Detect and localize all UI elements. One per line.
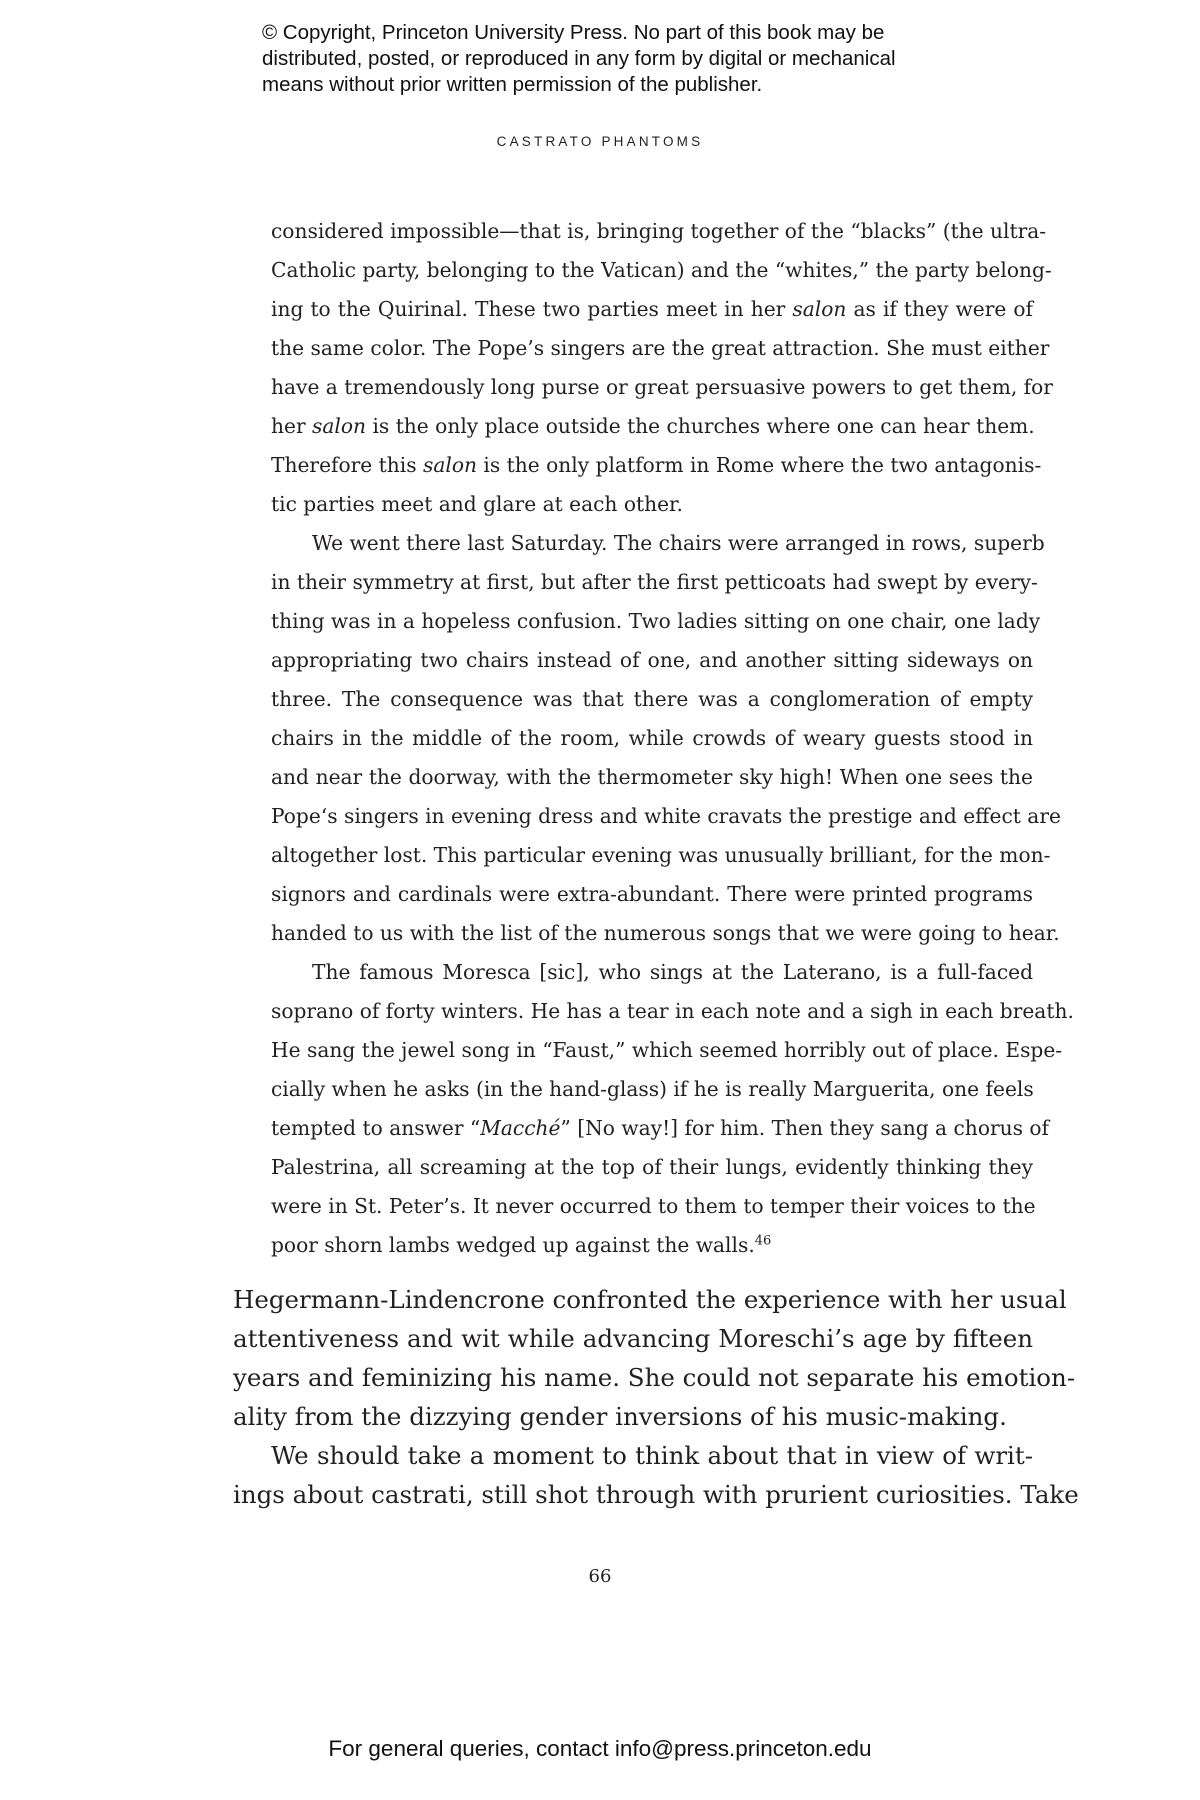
quote-line: Catholic party, belonging to the Vatican) and the “whites,” the party belong- [271,258,1052,282]
quote-line: soprano of forty winters. He has a tear in each note and a sigh in each breath. [271,999,1074,1023]
body-line: ings about castrati, still shot through with prurient curiosities. Take [233,1480,1079,1509]
page-number: 66 [588,1566,612,1587]
copyright-line: distributed, posted, or reproduced in any form by digital or mechanical [262,47,896,70]
quote-line: have a tremendously long purse or great persuasive powers to get them, for [271,375,1053,399]
quote-line: in their symmetry at first, but after the first petticoats had swept by every- [271,570,1038,594]
block-quote [271,212,1074,1265]
quote-line: ing to the Quirinal. These two parties meet in her salon as if they were of [271,297,1033,321]
body-line: years and feminizing his name. She could not separate his emotion- [233,1363,1076,1392]
quote-line: We went there last Saturday. The chairs were arranged in rows, superb [312,531,1045,555]
quote-line: poor shorn lambs wedged up against the walls.$^{46}$ [271,1233,772,1257]
copyright-notice [262,20,982,98]
quote-line: The famous Moresca [sic], who sings at the Laterano, is a full-faced [312,960,1033,984]
quote-line: tempted to answer “Macché” [No way!] for him. Then they sang a chorus of [271,1116,1050,1140]
quote-line: handed to us with the list of the numerous songs that we were going to hear. [271,921,1060,945]
quote-line: and near the doorway, with the thermometer sky high! When one sees the [271,765,1033,789]
quote-line: the same color. The Pope’s singers are the great attraction. She must either [271,336,1050,360]
body-text [233,1280,1079,1514]
quote-line: Pope‘s singers in evening dress and white cravats the prestige and effect are [271,804,1061,828]
quote-line: appropriating two chairs instead of one, and another sitting sideways on [271,648,1033,672]
copyright-line: means without prior written permission of the publisher. [262,73,763,96]
italic-term: salon [423,453,478,477]
quote-line: her salon is the only place outside the churches where one can hear them. [271,414,1035,438]
quote-line: three. The consequence was that there was a conglomeration of empty [271,687,1033,711]
quote-line: signors and cardinals were extra-abundant. There were printed programs [271,882,1033,906]
body-line: attentiveness and wit while advancing Moreschi’s age by fifteen [233,1324,1033,1353]
copyright-line: © Copyright, Princeton University Press. No part of this book may be [262,21,885,44]
quote-line: chairs in the middle of the room, while crowds of weary guests stood in [271,726,1033,750]
footnote-reference[interactable]: 46 [754,1233,772,1249]
quote-line: tic parties meet and glare at each other. [271,492,683,516]
quote-line: thing was in a hopeless confusion. Two ladies sitting on one chair, one lady [271,609,1041,633]
quote-line: considered impossible—that is, bringing together of the “blacks” (the ultra- [271,219,1047,243]
italic-term: Macché [480,1116,561,1140]
quote-line: He sang the jewel song in “Faust,” which seemed horribly out of place. Espe- [271,1038,1063,1062]
italic-term: salon [792,297,847,321]
quote-line: Therefore this salon is the only platform in Rome where the two antagonis- [271,453,1042,477]
italic-term: salon [312,414,367,438]
quote-line: altogether lost. This particular evening was unusually brilliant, for the mon- [271,843,1051,867]
body-line: Hegermann-Lindencrone confronted the experience with her usual [233,1285,1067,1314]
running-head: CASTRATO PHANTOMS [496,134,704,149]
body-line: ality from the dizzying gender inversions of his music-making. [233,1402,1007,1431]
body-line: We should take a moment to think about that in view of writ- [271,1441,1033,1470]
footer-contact: For general queries, contact info@press.princeton.edu [328,1736,872,1761]
quote-line: cially when he asks (in the hand-glass) if he is really Marguerita, one feels [271,1077,1034,1101]
quote-line: Palestrina, all screaming at the top of their lungs, evidently thinking they [271,1155,1033,1179]
quote-line: were in St. Peter’s. It never occurred to them to temper their voices to the [271,1194,1036,1218]
